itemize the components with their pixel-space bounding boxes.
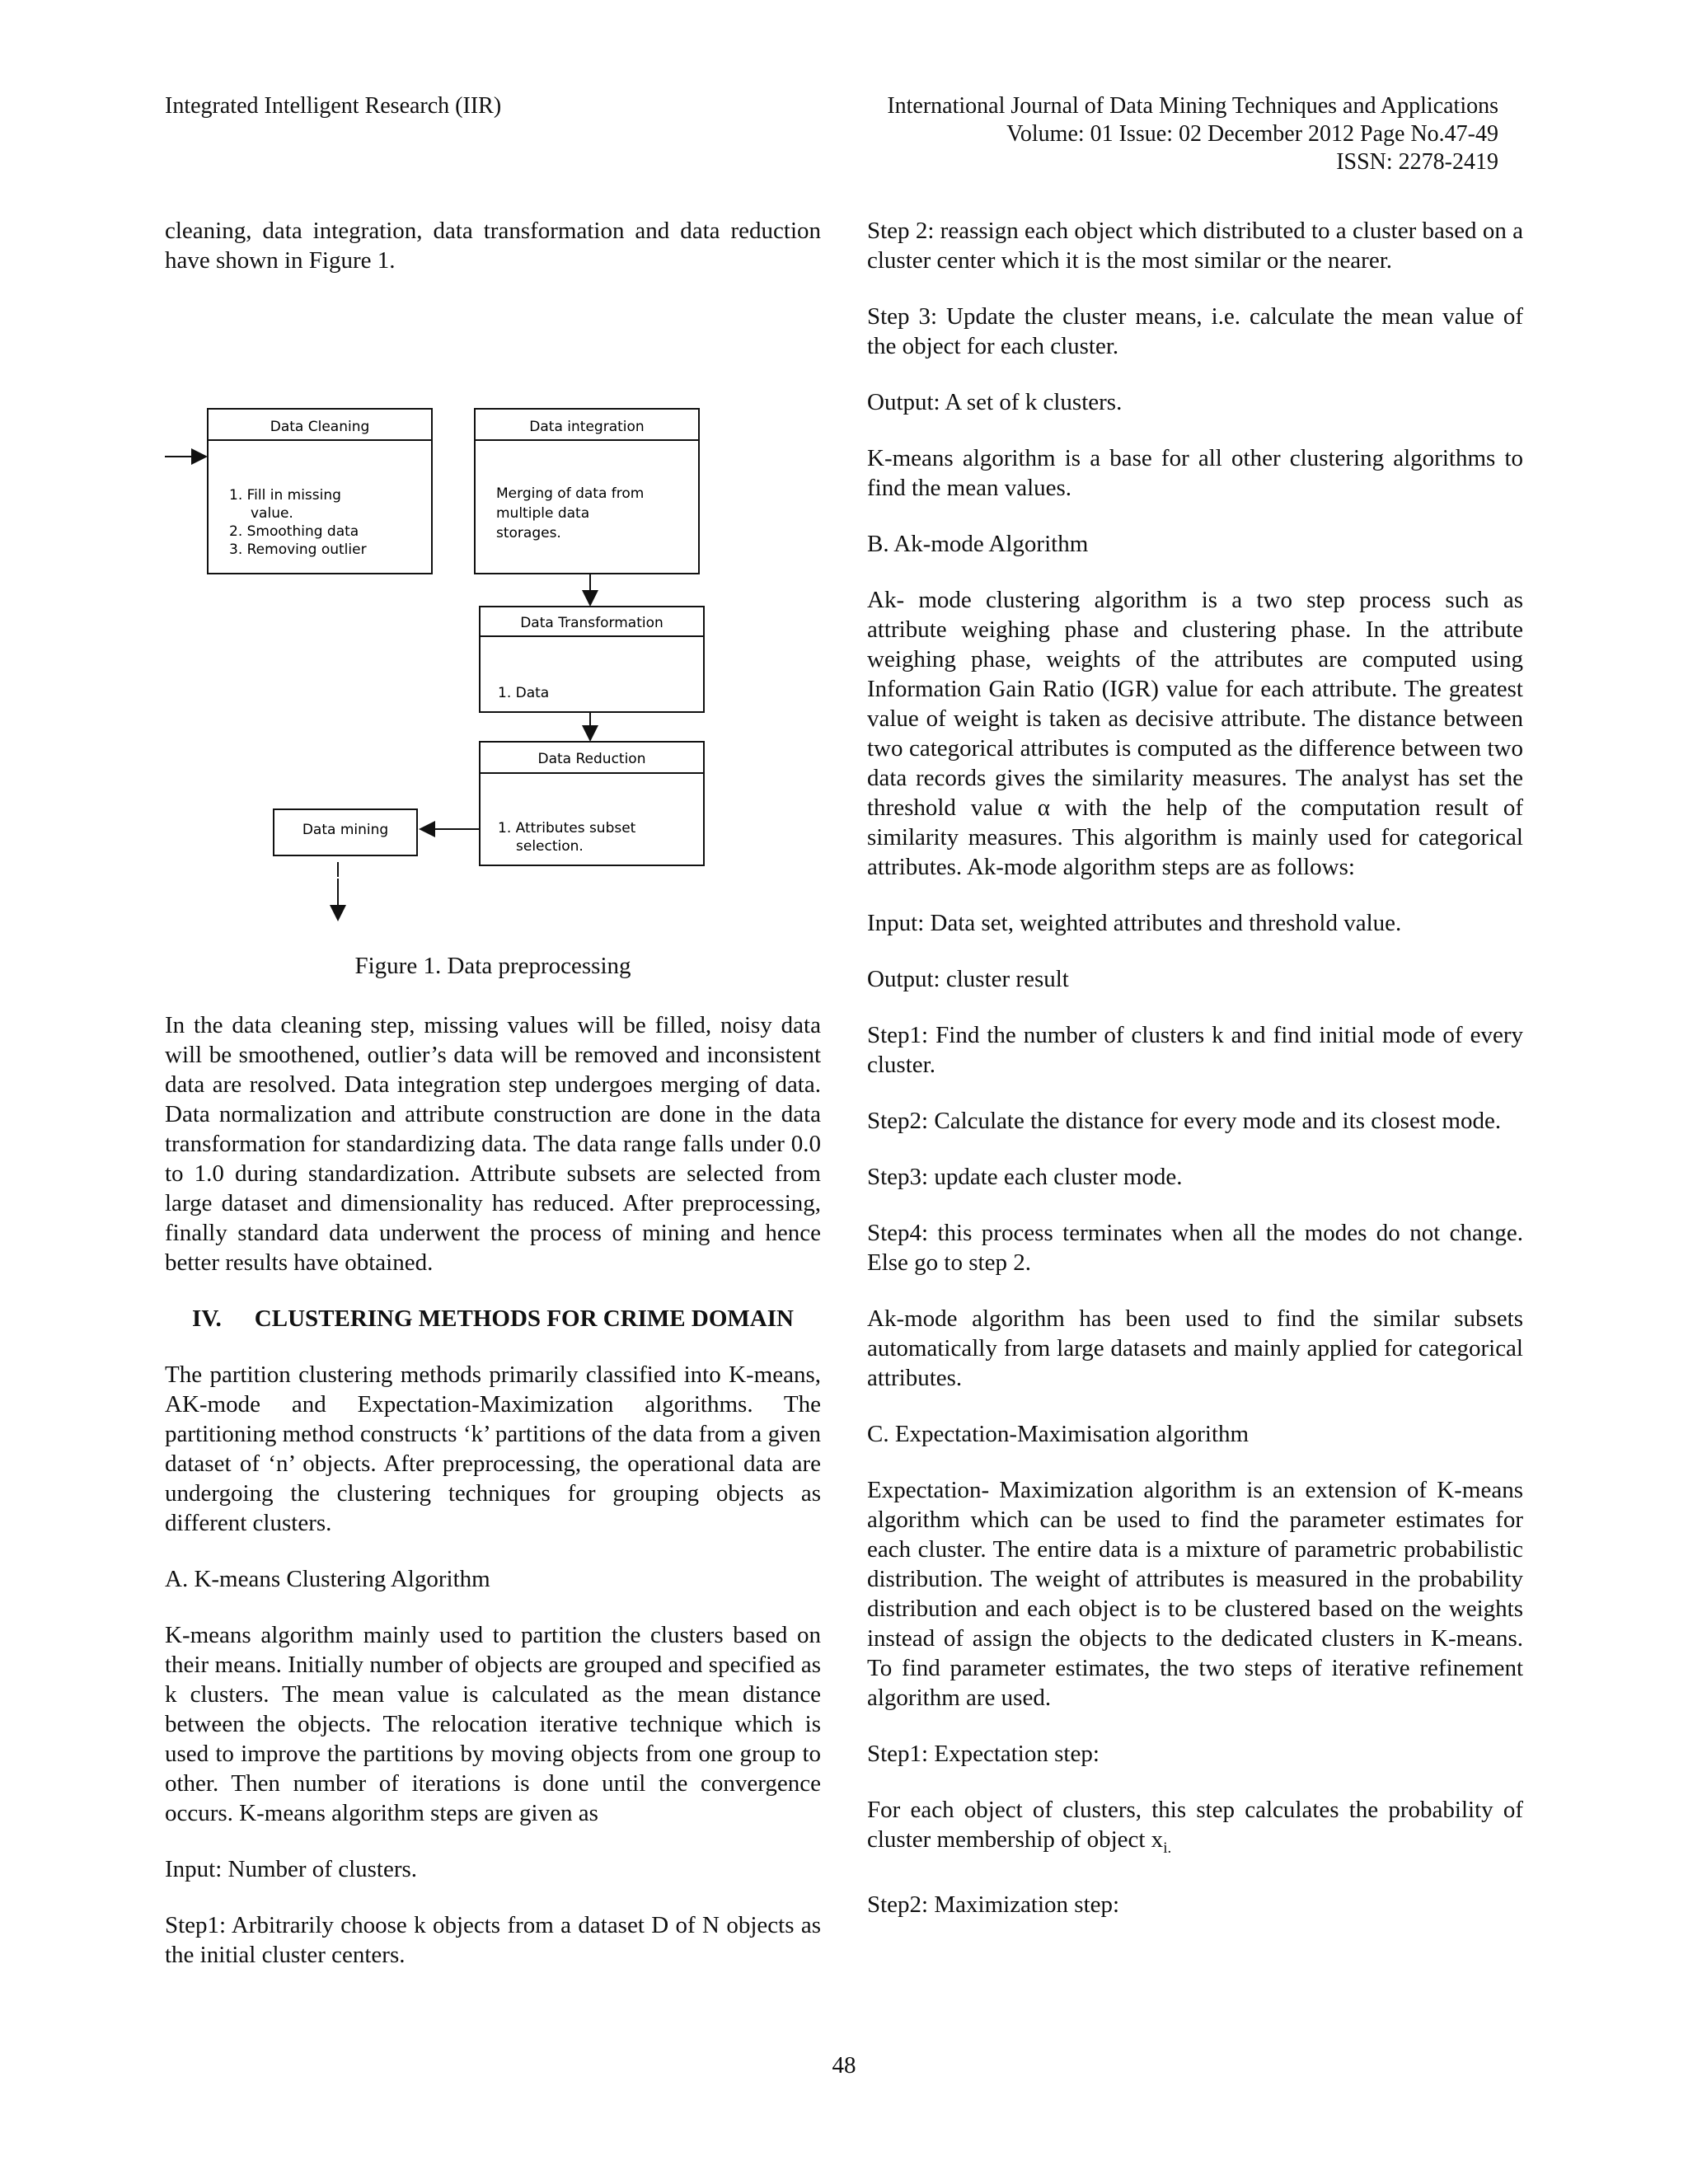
- mining-title: Data mining: [302, 822, 389, 838]
- left-column: [165, 216, 821, 1996]
- section-iv-number: IV.: [192, 1305, 222, 1332]
- journal-volume: Volume: 01 Issue: 02 December 2012 Page No.47-49: [1006, 121, 1498, 147]
- cleaning-title: Data Cleaning: [270, 419, 370, 435]
- figure-data-preprocessing: [165, 302, 821, 944]
- em-step1-text: [867, 1795, 1523, 1863]
- reduction-title: Data Reduction: [537, 751, 646, 767]
- kmeans-paragraph: K-means algorithm mainly used to partition the clusters based on their means. Initially number of objects are grouped and specified as k clusters. The mean value is calculated as the mean distance between the objects. The relocation iterative technique which is used to improve the partitions by moving objects from one group to other. Then number of iterations is done until the convergence occurs. K-means algorithm steps are given as: [165, 1622, 821, 1826]
- reduction-item1b: selection.: [516, 838, 584, 855]
- kmeans-input: Input: Number of clusters.: [165, 1856, 418, 1882]
- cleaning-item1: 1. Fill in missing: [229, 487, 341, 504]
- transformation-item1: 1. Data: [498, 685, 550, 701]
- figure-caption: Figure 1. Data preprocessing: [354, 953, 631, 979]
- kmeans-step2: Step 2: reassign each object which distributed to a cluster based on a cluster center which it is the most similar or the nearer.: [867, 218, 1523, 274]
- preprocessing-flowchart: [165, 302, 821, 879]
- integration-title: Data integration: [529, 419, 645, 435]
- right-column: [867, 216, 1523, 1946]
- box-data-cleaning: [208, 409, 432, 574]
- transformation-title: Data Transformation: [520, 615, 663, 631]
- box-data-transformation: [480, 607, 704, 712]
- output-arrow-tail: [165, 879, 821, 936]
- integration-text3: storages.: [496, 525, 561, 541]
- page-number: 48: [832, 2052, 856, 2079]
- section-iv-heading: [165, 1304, 821, 1333]
- cleaning-item1b: value.: [251, 505, 293, 522]
- em-step1-body: For each object of clusters, this step calculates the probability of cluster membership of object x: [867, 1797, 1523, 1853]
- kmeans-step3: Step 3: Update the cluster means, i.e. calculate the mean value of the object for each cluster.: [867, 303, 1523, 359]
- em-step2: Step2: Maximization step:: [867, 1891, 1120, 1918]
- box-data-reduction: [480, 742, 704, 865]
- kmeans-step1: Step1: Arbitrarily choose k objects from a dataset D of N objects as the initial cluster centers.: [165, 1912, 821, 1968]
- journal-header-left: Integrated Intelligent Research (IIR): [165, 93, 502, 119]
- cleaning-item3: 3. Removing outlier: [229, 541, 367, 558]
- intro-paragraph: cleaning, data integration, data transformation and data reduction have shown in Figure 1.: [165, 218, 821, 274]
- reduction-item1: 1. Attributes subset: [498, 820, 636, 837]
- akmode-paragraph: Ak- mode clustering algorithm is a two step process such as attribute weighing phase and clustering phase. In the attribute weighing phase, weights of the attributes are computed using Information Gain Ratio (IGR) value for each attribute. The greatest value of weight is taken as decisive attribute. The distance between two categorical attributes is computed as the difference between two data records gives the similarity measures. The analyst has set the threshold value α with the help of the computation result of similarity measures. This algorithm is mainly used for categorical attributes. Ak-mode algorithm steps are as follows:: [867, 587, 1523, 880]
- cleaning-paragraph: In the data cleaning step, missing values will be filled, noisy data will be smoothened, outlier’s data will be removed and inconsistent data are resolved. Data integration step undergoes merging of data. Data normalization and attribute construction are done in the data transformation for standardizing data. The data range falls under 0.0 to 1.0 during standardization. Attribute subsets are selected from large dataset and dimensionality has reduced. After preprocessing, finally standard data underwent the process of mining and hence better results have obtained.: [165, 1012, 821, 1276]
- akmode-use-paragraph: Ak-mode algorithm has been used to find the similar subsets automatically from large datasets and mainly applied for categorical attributes.: [867, 1305, 1523, 1391]
- em-paragraph: Expectation- Maximization algorithm is an extension of K-means algorithm which can be used to find the parameter estimates for each cluster. The entire data is a mixture of parametric probabilistic distribution. The weight of attributes is measured in the probability distribution and each object is to be clustered based on the weights instead of assign the objects to the dedicated clusters in K-means. To find parameter estimates, the two steps of iterative refinement algorithm are used.: [867, 1477, 1523, 1711]
- em-step1-subscript: i.: [1163, 1839, 1172, 1857]
- partition-paragraph: The partition clustering methods primarily classified into K-means, AK-mode and Expectation-Maximization algorithms. The partitioning method constructs ‘k’ partitions of the data from a given dataset of ‘n’ objects. After preprocessing, the operational data are undergoing the clustering techniques for grouping objects as different clusters.: [165, 1361, 821, 1536]
- box-data-mining: [274, 809, 417, 855]
- em-step1: Step1: Expectation step:: [867, 1741, 1100, 1767]
- akmode-step1: Step1: Find the number of clusters k and find initial mode of every cluster.: [867, 1022, 1523, 1078]
- journal-header-right: [592, 92, 1498, 176]
- cleaning-item2: 2. Smoothing data: [229, 523, 359, 540]
- subsection-b: B. Ak-mode Algorithm: [867, 531, 1089, 557]
- journal-title: International Journal of Data Mining Techniques and Applications: [887, 93, 1498, 119]
- section-iv-title: CLUSTERING METHODS FOR CRIME DOMAIN: [254, 1305, 794, 1332]
- akmode-output: Output: cluster result: [867, 966, 1069, 992]
- akmode-step3: Step3: update each cluster mode.: [867, 1164, 1183, 1190]
- kmeans-output: Output: A set of k clusters.: [867, 389, 1123, 415]
- akmode-step2: Step2: Calculate the distance for every mode and its closest mode.: [867, 1108, 1502, 1134]
- kmeans-base-paragraph: K-means algorithm is a base for all other clustering algorithms to find the mean values.: [867, 445, 1523, 501]
- subsection-c: C. Expectation-Maximisation algorithm: [867, 1421, 1250, 1447]
- box-data-integration: [475, 409, 699, 574]
- integration-text2: multiple data: [496, 505, 590, 522]
- integration-text1: Merging of data from: [496, 485, 645, 502]
- akmode-step4: Step4: this process terminates when all the modes do not change. Else go to step 2.: [867, 1220, 1523, 1276]
- subsection-a: A. K-means Clustering Algorithm: [165, 1566, 490, 1592]
- journal-issn: ISSN: 2278-2419: [1336, 149, 1498, 175]
- akmode-input: Input: Data set, weighted attributes and threshold value.: [867, 910, 1402, 936]
